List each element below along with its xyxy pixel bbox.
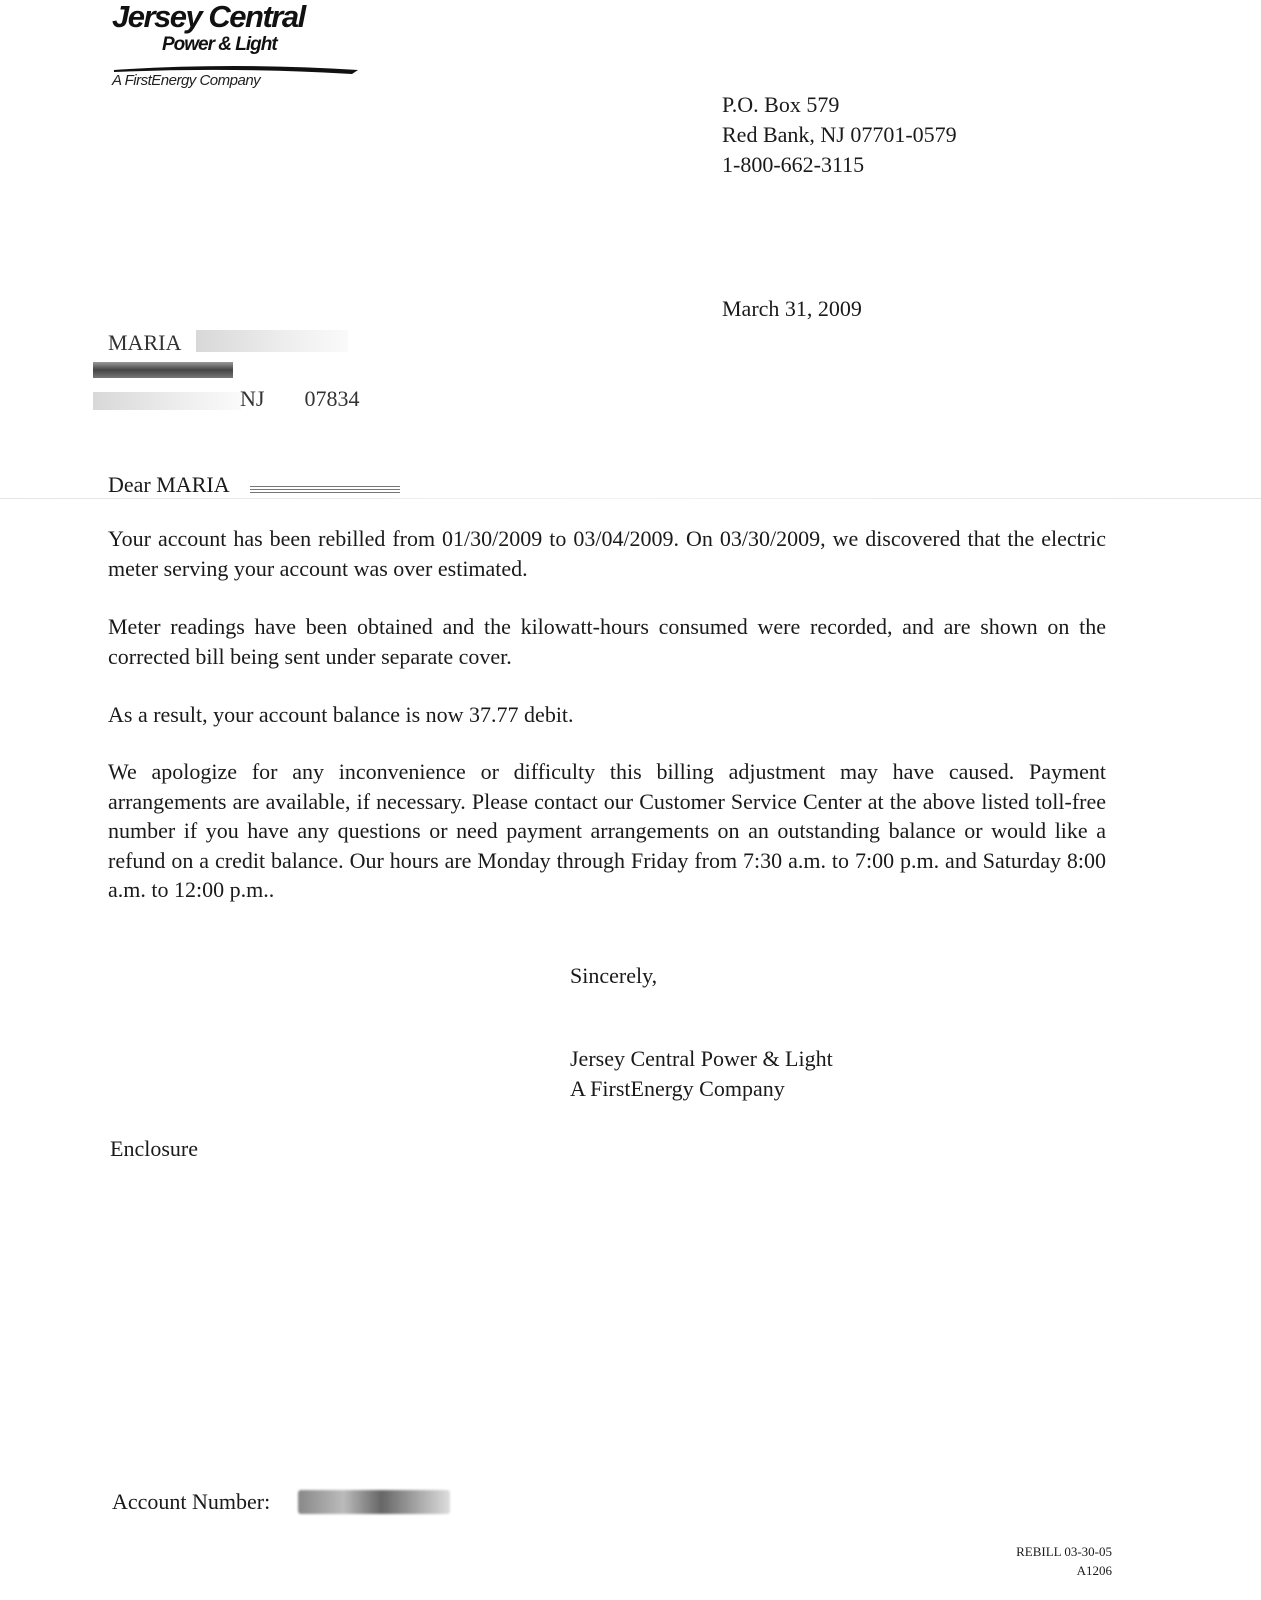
address-line-1: P.O. Box 579 <box>722 92 840 117</box>
body-paragraph-2: Meter readings have been obtained and the kilowatt-hours consumed were recorded, and are shown on the corrected bill being sent under separate cover. <box>108 614 1106 669</box>
recipient-city-line <box>240 386 359 412</box>
recipient-state: NJ <box>240 386 265 411</box>
body-paragraph-3: As a result, your account balance is now 37.77 debit. <box>108 702 574 727</box>
form-code-line-2: A1206 <box>1076 1563 1112 1578</box>
paper-fold-line <box>0 498 1261 499</box>
signature-block <box>570 1044 833 1104</box>
phone-number: 1-800-662-3115 <box>722 152 865 177</box>
signature-line-2: A FirstEnergy Company <box>570 1076 785 1101</box>
recipient-zip: 07834 <box>304 386 360 411</box>
account-number-label: Account Number: <box>112 1489 271 1514</box>
body-paragraph-1: Your account has been rebilled from 01/30/2009 to 03/04/2009. On 03/30/2009, we discovered that the electric meter serving your account was over estimated. <box>108 526 1106 581</box>
address-line-2: Red Bank, NJ 07701-0579 <box>722 122 957 147</box>
letter-date: March 31, 2009 <box>722 296 862 321</box>
closing: Sincerely, <box>570 963 658 988</box>
redacted-account-number <box>298 1490 450 1514</box>
company-logo-subname: Power & Light <box>162 34 277 55</box>
body-paragraph-4: We apologize for any inconvenience or difficulty this billing adjustment may have caused. Payment arrangements are available, if necessary. Please contact our Customer Service Center at the above listed toll-free number if you have any questions or need payment arrangements on an outstanding balance or would like a refund on a credit balance. Our hours are Monday through Friday from 7:30 a.m. to 7:00 p.m. and Saturday 8:00 a.m. to 12:00 p.m.. <box>108 759 1106 902</box>
form-code <box>980 1542 1112 1580</box>
redacted-city <box>93 392 241 410</box>
recipient-name: MARIA <box>108 330 182 355</box>
enclosure-note: Enclosure <box>110 1136 198 1161</box>
salutation: Dear MARIA <box>108 472 230 497</box>
form-code-line-1: REBILL 03-30-05 <box>1016 1544 1112 1559</box>
redacted-surname <box>196 330 348 352</box>
redacted-street <box>93 362 233 378</box>
company-tagline: A FirstEnergy Company <box>112 72 261 89</box>
redacted-salutation-surname <box>250 486 400 495</box>
signature-line-1: Jersey Central Power & Light <box>570 1046 833 1071</box>
sender-address <box>722 90 957 180</box>
company-logo-name: Jersey Central <box>112 0 305 34</box>
